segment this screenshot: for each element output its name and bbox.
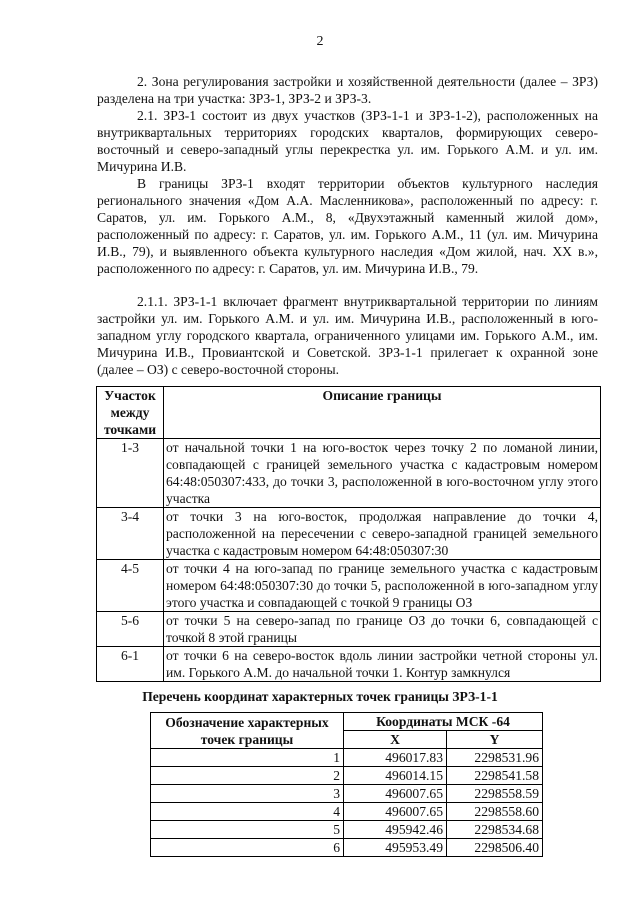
- x-cell: 495942.46: [344, 821, 447, 839]
- description-cell: от точки 3 на юго-восток, продолжая направление до точки 4, расположенной на пересечении с северо-западной границей земельного участка с кадастровым номером 64:48:050307:30: [164, 508, 601, 560]
- description-cell: от начальной точки 1 на юго-восток через точку 2 по ломаной линии, совпадающей с границей земельного участка с кадастровым номером 64:48:050307:433, до точки 3, расположенной в юго-восточном углу этого участка: [164, 439, 601, 508]
- description-cell: от точки 4 на юго-запад по границе земельного участка с кадастровым номером 64:48:050307:30 до точки 5, расположенной в юго-западном углу этого участка и совпадающей с точкой 9 границы ОЗ: [164, 560, 601, 612]
- paragraph-text: В границы ЗРЗ-1 входят территории объектов культурного наследия регионального значения «Дом А.А. Масленникова», расположенный по адресу: г. Саратов, ул. им. Горького А.М., 8, «Двухэтажный каменный жилой дом», расположенный по адресу: г. Саратов, ул. им. Горького А.М., 11 (ул. им. Мичурина И.В., 79), и выявленного объекта культурного наследия «Дом жилой, нач. ХХ в.», расположенного по адресу: г. Саратов, ул. им. Мичурина И.В., 79.: [97, 176, 598, 276]
- x-cell: 496014.15: [344, 767, 447, 785]
- y-cell: 2298534.68: [447, 821, 543, 839]
- x-cell: 496017.83: [344, 749, 447, 767]
- coordinates-title: Перечень координат характерных точек границы ЗРЗ-1-1: [142, 689, 498, 704]
- coordinates-table: [150, 712, 543, 857]
- y-cell: 2298541.58: [447, 767, 543, 785]
- segment-cell: 3-4: [97, 508, 164, 560]
- y-cell: 2298531.96: [447, 749, 543, 767]
- y-cell: 2298506.40: [447, 839, 543, 857]
- segment-cell: 6-1: [97, 647, 164, 682]
- x-cell: 496007.65: [344, 785, 447, 803]
- table-row: [97, 647, 601, 682]
- paragraph-zrz1-composition: [97, 107, 598, 175]
- point-cell: 5: [151, 821, 344, 839]
- paragraph-zrz1-heritage: [97, 175, 598, 277]
- x-cell: 496007.65: [344, 803, 447, 821]
- x-cell: 495953.49: [344, 839, 447, 857]
- header-point: Обозначение характерных точек границы: [151, 713, 344, 749]
- table-row: [151, 749, 543, 767]
- table-row: [97, 508, 601, 560]
- page-number: 2: [316, 34, 324, 49]
- segment-cell: 1-3: [97, 439, 164, 508]
- table-row: [151, 803, 543, 821]
- point-cell: 4: [151, 803, 344, 821]
- header-x: X: [344, 731, 447, 749]
- table-row: [97, 439, 601, 508]
- y-cell: 2298558.59: [447, 785, 543, 803]
- paragraph-zrz-intro: [97, 73, 598, 107]
- point-cell: 2: [151, 767, 344, 785]
- paragraph-text: 2. Зона регулирования застройки и хозяйственной деятельности (далее – ЗРЗ) разделена на три участка: ЗРЗ-1, ЗРЗ-2 и ЗРЗ-3.: [97, 74, 598, 106]
- table-row: [97, 612, 601, 647]
- header-coordinate-system: Координаты МСК -64: [344, 713, 543, 731]
- header-y: Y: [447, 731, 543, 749]
- paragraph-text: 2.1. ЗРЗ-1 состоит из двух участков (ЗРЗ-1-1 и ЗРЗ-1-2), расположенных на внутриквартальных территориях городских кварталов, формирующих северо-восточный и северо-западный углы перекрестка ул. им. Горького А.М. и ул. им. Мичурина И.В.: [97, 108, 598, 174]
- table-row: [151, 785, 543, 803]
- point-cell: 1: [151, 749, 344, 767]
- header-description: Описание границы: [164, 387, 601, 439]
- segment-cell: 4-5: [97, 560, 164, 612]
- table-header-row: [151, 713, 543, 731]
- table-row: [151, 767, 543, 785]
- paragraph-text: 2.1.1. ЗРЗ-1-1 включает фрагмент внутриквартальной территории по линиям застройки ул. им. Горького А.М. и ул. им. Мичурина И.В., расположенный в юго-западном углу городского квартала, ограниченного улицами им. Горького А.М., им. Мичурина И.В., Провиантской и Советской. ЗРЗ-1-1 прилегает к охранной зоне (далее – ОЗ) с северо-восточной стороны.: [97, 294, 598, 377]
- table-row: [151, 821, 543, 839]
- table-row: [97, 560, 601, 612]
- point-cell: 6: [151, 839, 344, 857]
- segment-cell: 5-6: [97, 612, 164, 647]
- point-cell: 3: [151, 785, 344, 803]
- boundary-description-table: [96, 386, 601, 682]
- table-row: [151, 839, 543, 857]
- paragraph-zrz1-1-description: [97, 293, 598, 378]
- description-cell: от точки 5 на северо-запад по границе ОЗ до точки 6, совпадающей с точкой 8 этой границы: [164, 612, 601, 647]
- description-cell: от точки 6 на северо-восток вдоль линии застройки четной стороны ул. им. Горького А.М. до начальной точки 1. Контур замкнулся: [164, 647, 601, 682]
- table-header-row: [97, 387, 601, 439]
- header-segment: Участок между точками: [97, 387, 164, 439]
- y-cell: 2298558.60: [447, 803, 543, 821]
